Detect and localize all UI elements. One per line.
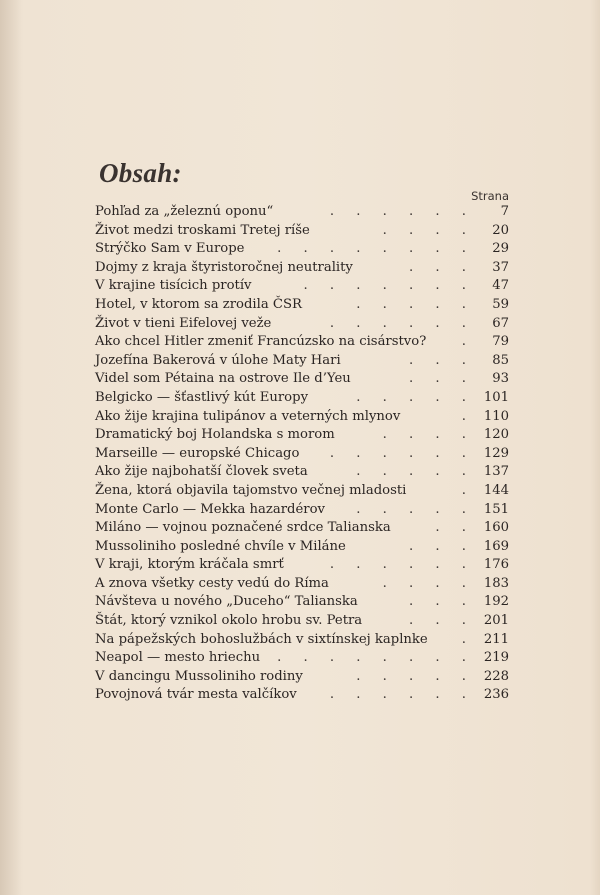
toc-entry-page-number: 176 (483, 557, 509, 573)
toc-entry-title: Strýčko Sam v Europe (95, 241, 245, 257)
toc-entry-page-number: 211 (483, 631, 509, 647)
toc-entry-leader-dots: . (461, 408, 475, 424)
toc-entry (95, 296, 509, 315)
toc-entry-page-number: 93 (492, 371, 509, 387)
toc-entry-leader-dots: . . . . . . (329, 204, 475, 219)
toc-entry (95, 277, 509, 296)
toc-entry (95, 240, 509, 259)
toc-entry-title: Belgicko — šťastlivý kút Europy (95, 389, 309, 405)
contents-heading: Obsah: (99, 158, 182, 188)
toc-entry-leader-dots: . . (435, 520, 475, 536)
toc-entry-title: V kraji, ktorým kráčala smrť (95, 557, 284, 573)
toc-entry (95, 556, 509, 575)
toc-entry-page-number: 20 (492, 222, 509, 238)
toc-entry-leader-dots: . (461, 334, 475, 350)
toc-entry-leader-dots: . . . . (382, 427, 475, 443)
toc-entry (95, 445, 509, 464)
toc-entry (95, 482, 509, 501)
toc-entry-leader-dots: . . . (409, 259, 475, 275)
toc-entry (95, 222, 509, 241)
toc-entry-page-number: 151 (483, 501, 509, 517)
toc-entry (95, 501, 509, 520)
toc-entry-leader-dots: . (461, 631, 475, 647)
toc-entry-leader-dots: . . . . . . (329, 687, 475, 703)
toc-entry-leader-dots: . . . . . . . (303, 278, 475, 294)
toc-entry (95, 538, 509, 557)
toc-entry (95, 203, 509, 222)
toc-entry-title: Dojmy z kraja štyristoročnej neutrality (95, 259, 353, 275)
toc-entry-title: Jozefína Bakerová v úlohe Maty Hari (95, 352, 341, 368)
toc-entry-leader-dots: . . . (409, 613, 475, 629)
toc-entry (95, 370, 509, 389)
toc-entry-leader-dots: . . . . . (356, 464, 475, 480)
toc-entry-page-number: 110 (483, 408, 509, 424)
toc-entry-title: Mussoliniho posledné chvíle v Miláne (95, 538, 346, 554)
toc-entry-title: V krajine tisícich protív (95, 278, 252, 294)
toc-entry-title: Dramatický boj Holandska s morom (95, 427, 335, 443)
toc-entry-leader-dots: . . . . . (356, 389, 475, 405)
toc-entry-page-number: 47 (492, 278, 509, 294)
toc-entry-page-number: 129 (483, 445, 509, 461)
toc-entry-page-number: 137 (483, 464, 509, 480)
toc-entry-leader-dots: . . . (409, 352, 475, 368)
toc-entry-leader-dots: . . . . . (356, 501, 475, 517)
toc-entry-leader-dots: . . . . (382, 575, 475, 591)
toc-entry (95, 612, 509, 631)
toc-entry-page-number: 160 (483, 520, 509, 536)
toc-entry (95, 408, 509, 427)
toc-entry (95, 649, 509, 668)
toc-entry-leader-dots: . . . (409, 594, 475, 610)
toc-entry-page-number: 67 (492, 315, 509, 331)
toc-entry-title: Ako žije krajina tulipánov a veterných mlynov (95, 408, 401, 424)
toc-entry-title: Ako chcel Hitler zmeniť Francúzsko na cisárstvo? (95, 334, 427, 350)
toc-entry-leader-dots: . (461, 482, 475, 498)
toc-entry-page-number: 120 (483, 427, 509, 443)
toc-entry-leader-dots: . . . (409, 371, 475, 387)
toc-entry (95, 426, 509, 445)
toc-entry-page-number: 85 (492, 352, 509, 368)
toc-entry-page-number: 144 (483, 482, 509, 498)
toc-entry (95, 519, 509, 538)
toc-entry-leader-dots: . . . . . . (329, 445, 475, 461)
toc-entry-leader-dots: . . . . . . . . (277, 650, 475, 666)
table-of-contents (95, 203, 509, 705)
toc-entry (95, 575, 509, 594)
toc-entry-leader-dots: . . . . . . (329, 315, 475, 331)
toc-entry-leader-dots: . . . (409, 538, 475, 554)
toc-entry (95, 631, 509, 650)
toc-entry-title: Žena, ktorá objavila tajomstvo večnej mladosti (95, 482, 407, 498)
toc-entry-page-number: 7 (500, 204, 509, 219)
toc-entry (95, 259, 509, 278)
toc-entry-title: Návšteva u nového „Duceho“ Talianska (95, 594, 358, 610)
toc-entry-page-number: 192 (483, 594, 509, 610)
toc-entry-leader-dots: . . . . . . (329, 557, 475, 573)
toc-entry-title: Život v tieni Eifelovej veže (95, 315, 272, 331)
toc-entry-page-number: 101 (483, 389, 509, 405)
toc-entry-page-number: 236 (483, 687, 509, 703)
toc-entry (95, 352, 509, 371)
page-column-label: Strana (471, 189, 509, 203)
toc-entry-page-number: 79 (492, 334, 509, 350)
toc-entry-page-number: 201 (483, 613, 509, 629)
toc-entry-title: Monte Carlo — Mekka hazardérov (95, 501, 325, 517)
toc-entry-page-number: 183 (483, 575, 509, 591)
toc-entry-title: Štát, ktorý vznikol okolo hrobu sv. Petra (95, 613, 363, 629)
toc-entry-title: Ako žije najbohatší človek sveta (95, 464, 308, 480)
toc-entry-leader-dots: . . . . (382, 222, 475, 238)
toc-entry (95, 333, 509, 352)
toc-entry-title: Hotel, v ktorom sa zrodila ČSR (95, 296, 302, 312)
toc-entry-title: Život medzi troskami Tretej ríše (95, 222, 310, 238)
toc-entry-title: Na pápežských bohoslužbách v sixtínskej kaplnke (95, 631, 428, 647)
toc-entry-title: A znova všetky cesty vedú do Ríma (95, 575, 329, 591)
toc-entry-leader-dots: . . . . . (356, 668, 475, 684)
toc-entry-page-number: 29 (492, 241, 509, 257)
toc-entry-leader-dots: . . . . . (356, 296, 475, 312)
toc-entry-title: Neapol — mesto hriechu (95, 650, 261, 666)
toc-entry-title: Povojnová tvár mesta valčíkov (95, 687, 297, 703)
toc-entry (95, 389, 509, 408)
toc-entry (95, 463, 509, 482)
toc-entry-page-number: 219 (483, 650, 509, 666)
toc-entry (95, 668, 509, 687)
toc-entry-title: V dancingu Mussoliniho rodiny (95, 668, 303, 684)
page-binding-shadow (0, 0, 22, 895)
toc-entry-page-number: 37 (492, 259, 509, 275)
toc-entry-leader-dots: . . . . . . . . (277, 241, 475, 257)
toc-entry-page-number: 228 (483, 668, 509, 684)
toc-entry-title: Miláno — vojnou poznačené srdce Talianska (95, 520, 391, 536)
toc-entry-page-number: 169 (483, 538, 509, 554)
toc-entry (95, 686, 509, 705)
toc-entry (95, 593, 509, 612)
toc-entry-title: Marseille — europské Chicago (95, 445, 300, 461)
toc-entry (95, 315, 509, 334)
toc-entry-page-number: 59 (492, 296, 509, 312)
toc-entry-title: Videl som Pétaina na ostrove Ile d’Yeu (95, 371, 351, 387)
toc-entry-title: Pohľad za „železnú oponu“ (95, 204, 274, 219)
